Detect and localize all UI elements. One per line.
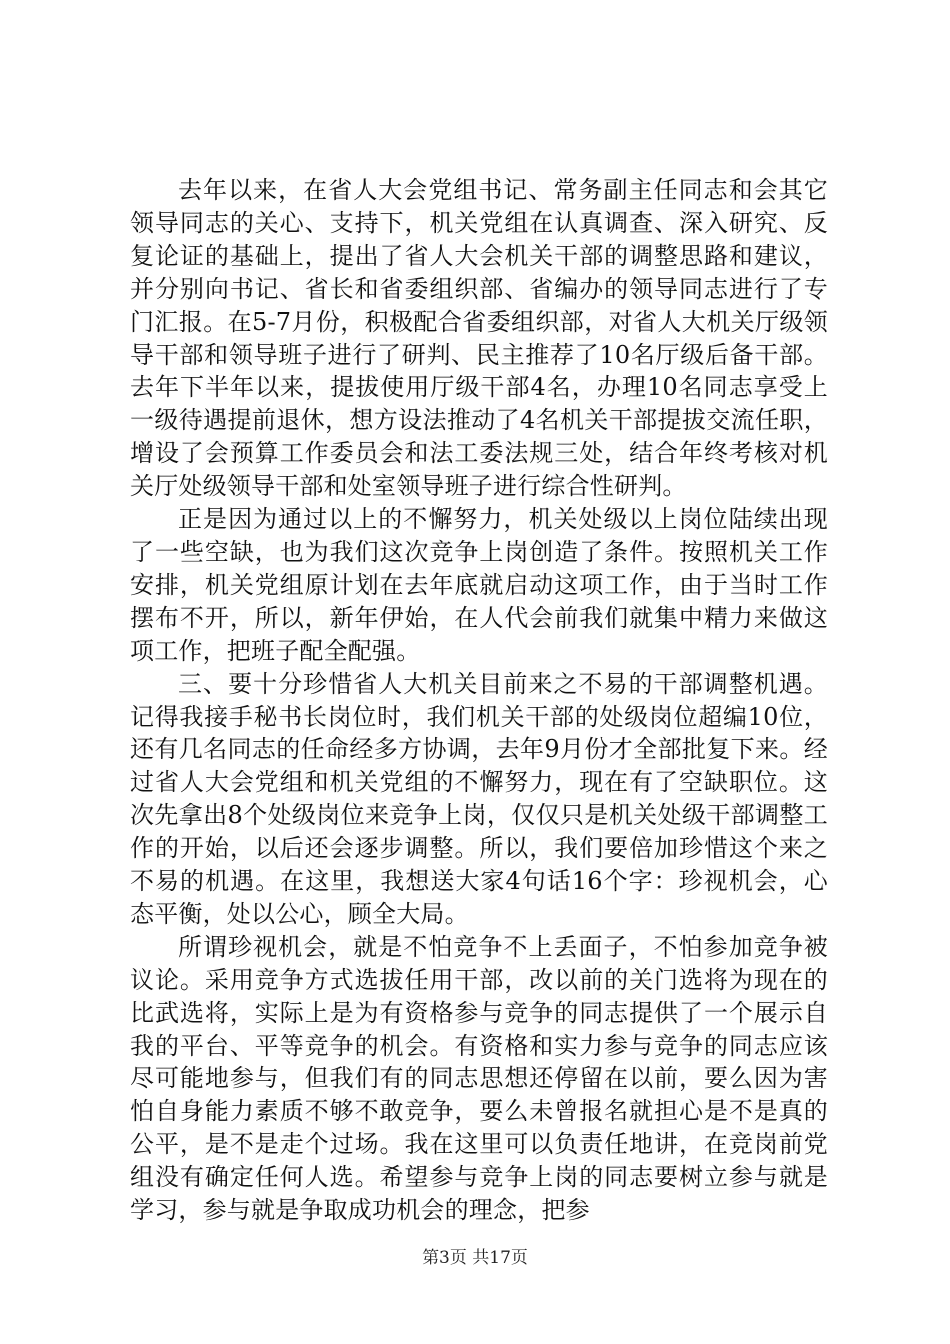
paragraph: 正是因为通过以上的不懈努力，机关处级以上岗位陆续出现了一些空缺，也为我们这次竞争上岗创造了条件。按照机关工作安排，机关党组原计划在去年底就启动这项工作，由于当时工作摆布不开，所以，新年伊始，在人代会前我们就集中精力来做这项工作，把班子配全配强。 <box>130 505 828 665</box>
paragraph: 所谓珍视机会，就是不怕竞争不上丢面子，不怕参加竞争被议论。采用竞争方式选拔任用干部，改以前的关门选将为现在的比武选将，实际上是为有资格参与竞争的同志提供了一个展示自我的平台、平等竞争的机会。有资格和实力参与竞争的同志应该尽可能地参与，但我们有的同志思想还停留在以前，要么因为害怕自身能力素质不够不敢竞争，要么未曾报名就担心是不是真的公平，是不是走个过场。我在这里可以负责任地讲，在竞岗前党组没有确定任何人选。希望参与竞争上岗的同志要树立参与就是学习，参与就是争取成功机会的理念，把参 <box>130 932 828 1225</box>
page-number-footer: 第3页 共17页 <box>422 1248 528 1268</box>
paragraph: 去年以来，在省人大会党组书记、常务副主任同志和会其它领导同志的关心、支持下，机关党组在认真调查、深入研究、反复论证的基础上，提出了省人大会机关干部的调整思路和建议，并分别向书记、省长和省委组织部、省编办的领导同志进行了专门汇报。在5-7月份，积极配合省委组织部，对省人大机关厅级领导干部和领导班子进行了研判、民主推荐了10名厅级后备干部。去年下半年以来，提拔使用厅级干部4名，办理10名同志享受上一级待遇提前退休，想方设法推动了4名机关干部提拔交流任职，增设了会预算工作委员会和法工委法规三处，结合年终考核对机关厅处级领导干部和处室领导班子进行综合性研判。 <box>130 176 828 501</box>
document-body <box>130 174 828 1227</box>
paragraph: 三、要十分珍惜省人大机关目前来之不易的干部调整机遇。记得我接手秘书长岗位时，我们机关干部的处级岗位超编10位，还有几名同志的任命经多方协调，去年9月份才全部批复下来。经过省人大会党组和机关党组的不懈努力，现在有了空缺职位。这次先拿出8个处级岗位来竞争上岗，仅仅只是机关处级干部调整工作的开始，以后还会逐步调整。所以，我们要倍加珍惜这个来之不易的机遇。在这里，我想送大家4句话16个字：珍视机会，心态平衡，处以公心，顾全大局。 <box>130 669 828 928</box>
